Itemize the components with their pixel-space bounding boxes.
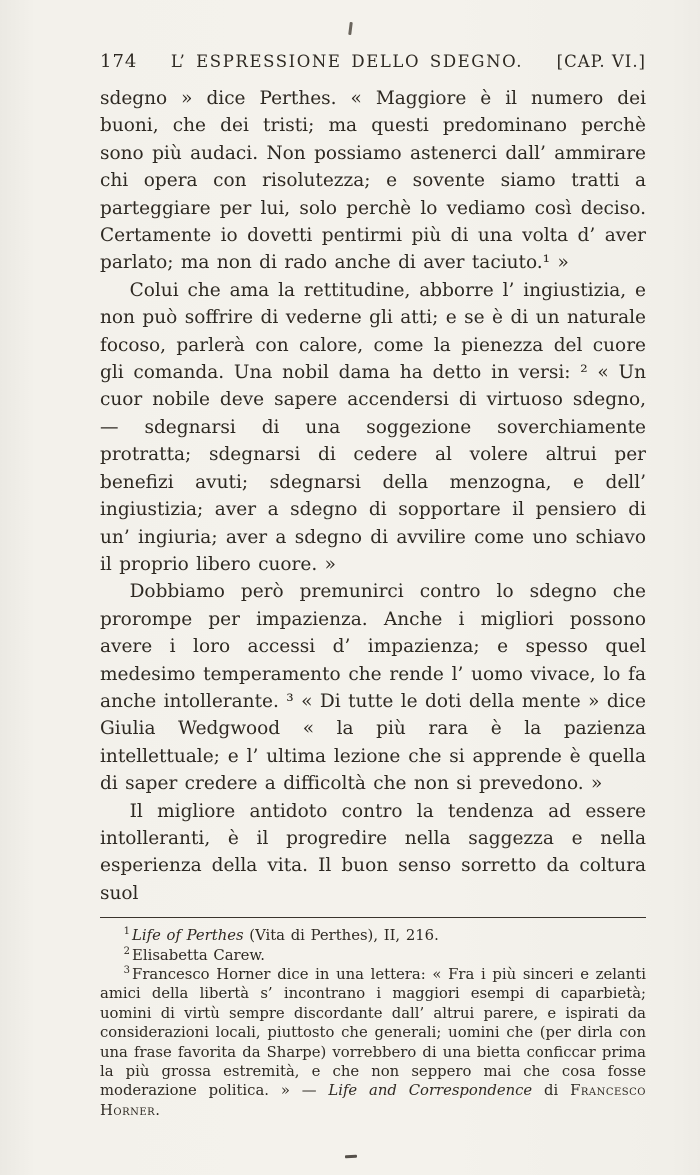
footnote-3-marker: 3 xyxy=(123,965,131,977)
paragraph: Dobbiamo però premunirci contro lo sdegno che prorompe per impazienza. Anche i migliori possono avere i loro accessi d’ impazienza; e spesso quel medesimo temperamento che rende l’ uomo vivace, lo fa anche intollerante. ³ « Di tutte le doti della mente » dice Giulia Wedgwood « la più rara è la pazienza intellettuale; e l’ ultima lezione che si apprende è quella di saper credere a difficoltà che non si prevedono. » xyxy=(100,581,646,795)
paragraph-continuation: sdegno » dice Perthes. « Maggiore è il numero dei buoni, che dei tristi; ma questi predominano perchè sono più audaci. Non possiamo astenerci dall’ ammirare chi opera con risolutezza; e sovente siamo tratti a parteggiare per lui, solo perchè lo vediamo così deciso. Certamente io dovetti pentirmi più di una volta d’ aver parlato; ma non di rado anche di aver taciuto.¹ » xyxy=(100,88,646,274)
printers-mark-bottom xyxy=(345,1155,357,1159)
running-head-chapter: [CAP. VI.] xyxy=(556,52,646,71)
footnote-3-mid: di xyxy=(532,1082,571,1100)
footnote-2-text: Elisabetta Carew. xyxy=(132,946,265,964)
paragraph: Il migliore antidoto contro la tendenza ad essere intolleranti, è il progredire nella saggezza e nella esperienza della vita. Il buon senso sorretto da coltura suol xyxy=(100,800,646,904)
footnote-1-text: (Vita di Perthes), II, 216. xyxy=(243,927,439,945)
footnote-block xyxy=(100,917,646,1120)
footnote-3-end: . xyxy=(155,1101,160,1119)
footnote-2 xyxy=(100,946,646,965)
footnote-1-work-title: Life of Perthes xyxy=(132,927,244,945)
running-head-title: L’ ESPRESSIONE DELLO SDEGNO. xyxy=(170,52,524,71)
footnote-3-author: Francesco Horner xyxy=(100,1082,646,1119)
page-number: 174 xyxy=(100,51,138,72)
footnote-3-work-title: Life and Correspondence xyxy=(328,1082,533,1100)
running-head xyxy=(100,52,646,72)
footnote-1 xyxy=(100,926,646,945)
footnote-1-marker: 1 xyxy=(123,926,131,938)
footnote-3-text: Francesco Horner dice in una lettera: « Fra i più sinceri e zelanti amici della libertà s’ incontrano i maggiori esempi di caparbietà; uomini di virtù sempre discordante dall’ altrui parere, e ispirati da considerazioni locali, piuttosto che generali; uomini che (per dirla con una frase favorita da Sharpe) vorrebbero di una bietta conficcar prima la più grossa estremità, e che non seppero mai che cosa fosse moderazione politica. » — xyxy=(100,966,646,1100)
footnote-2-marker: 2 xyxy=(123,945,131,957)
footnote-3 xyxy=(100,965,646,1120)
body-text xyxy=(100,85,646,907)
printers-mark-top xyxy=(348,22,352,35)
paragraph: Colui che ama la rettitudine, abborre l’ ingiustizia, e non può soffrire di vederne gli atti; e se è di un naturale focoso, parlerà con calore, come la pienezza del cuore gli comanda. Una nobil dama ha detto in versi: ² « Un cuor nobile deve sapere accendersi di virtuoso sdegno, — sdegnarsi di una soggezione soverchiamente protratta; sdegnarsi di cedere al volere altrui per benefizi avuti; sdegnarsi della menzogna, e dell’ ingiustizia; aver a sdegno di sopportare il pensiero di un’ ingiuria; aver a sdegno di avvilire come uno schiavo il proprio libero cuore. » xyxy=(100,279,646,575)
